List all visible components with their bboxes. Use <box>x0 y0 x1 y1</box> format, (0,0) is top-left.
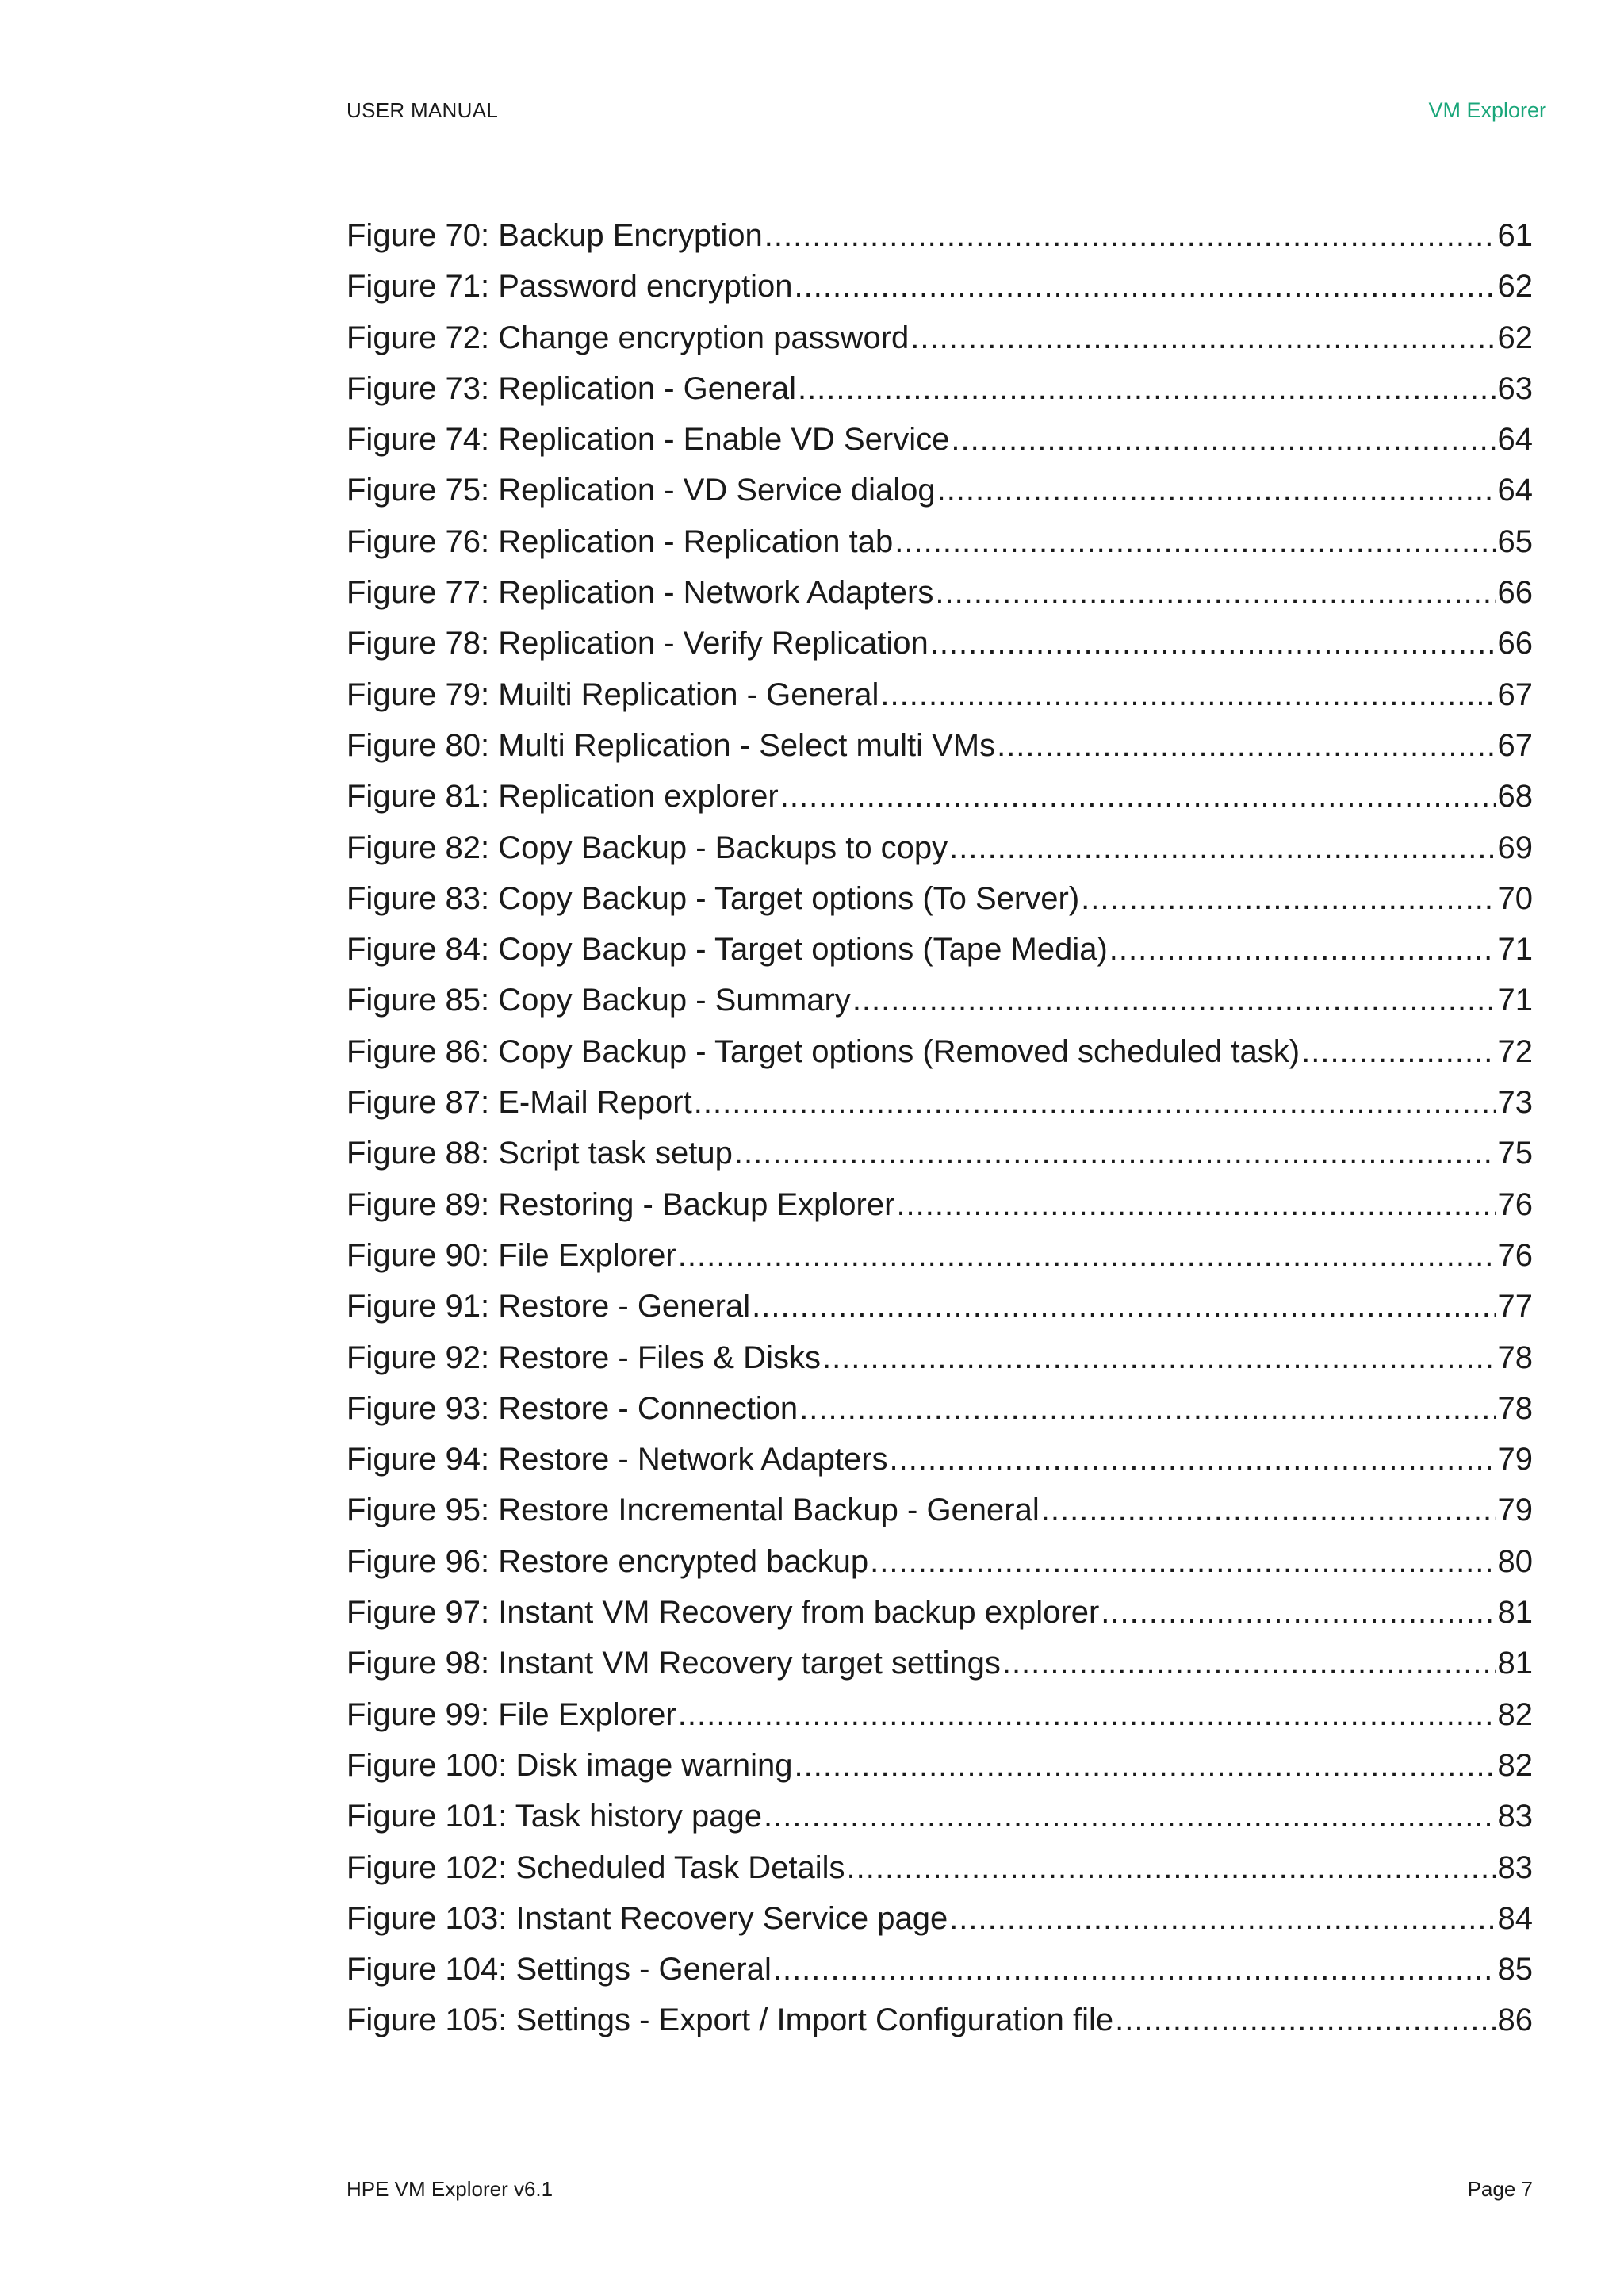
toc-entry[interactable] <box>347 1179 1533 1230</box>
toc-entry[interactable] <box>347 975 1533 1025</box>
toc-entry[interactable] <box>347 1434 1533 1485</box>
toc-entry-title: Figure 82: Copy Backup - Backups to copy <box>347 830 948 865</box>
toc-entry[interactable] <box>347 924 1533 975</box>
toc-entry[interactable] <box>347 363 1533 414</box>
toc-entry[interactable] <box>347 312 1533 363</box>
toc-dot-leader <box>880 669 1496 720</box>
toc-entry-page-number: 73 <box>1497 1085 1533 1121</box>
toc-entry-title: Figure 87: E-Mail Report <box>347 1085 692 1121</box>
toc-entry-page-number: 69 <box>1497 830 1533 865</box>
toc-dot-leader <box>798 363 1496 414</box>
toc-entry[interactable] <box>347 465 1533 516</box>
toc-entry-page-number: 65 <box>1497 523 1533 559</box>
toc-entry-title: Figure 104: Settings - General <box>347 1952 772 1987</box>
toc-entry-title: Figure 100: Disk image warning <box>347 1747 793 1783</box>
toc-entry[interactable] <box>347 720 1533 771</box>
toc-entry-title: Figure 70: Backup Encryption <box>347 218 763 253</box>
toc-entry-page-number: 78 <box>1497 1340 1533 1375</box>
footer-page-number: Page 7 <box>1467 2177 1533 2201</box>
toc-entry-page-number: 76 <box>1497 1186 1533 1222</box>
toc-entry-title: Figure 93: Restore - Connection <box>347 1390 799 1426</box>
toc-entry[interactable] <box>347 1332 1533 1383</box>
toc-entry-page-number: 67 <box>1497 677 1533 712</box>
toc-dot-leader <box>894 516 1496 567</box>
toc-entry-page-number: 84 <box>1497 1900 1533 1936</box>
toc-entry[interactable] <box>347 1740 1533 1791</box>
toc-entry-page-number: 62 <box>1497 269 1533 305</box>
toc-entry-title: Figure 98: Instant VM Recovery target settings <box>347 1646 1001 1681</box>
toc-entry-title: Figure 101: Task history page <box>347 1799 763 1834</box>
toc-entry[interactable] <box>347 1842 1533 1893</box>
toc-entry[interactable] <box>347 261 1533 312</box>
toc-entry-title: Figure 92: Restore - Files & Disks <box>347 1340 821 1375</box>
toc-entry-title: Figure 85: Copy Backup - Summary <box>347 983 851 1018</box>
toc-dot-leader <box>935 567 1496 618</box>
toc-entry-title: Figure 86: Copy Backup - Target options (Removed scheduled task) <box>347 1033 1300 1069</box>
toc-entry-page-number: 83 <box>1497 1849 1533 1885</box>
toc-entry[interactable] <box>347 1587 1533 1638</box>
toc-dot-leader <box>1002 1638 1496 1688</box>
toc-dot-leader <box>951 414 1496 465</box>
toc-entry-title: Figure 88: Script task setup <box>347 1136 733 1171</box>
toc-dot-leader <box>734 1128 1496 1179</box>
toc-entry-page-number: 81 <box>1497 1646 1533 1681</box>
toc-dot-leader <box>764 1791 1496 1842</box>
toc-entry-page-number: 79 <box>1497 1493 1533 1528</box>
toc-entry[interactable] <box>347 1893 1533 1944</box>
toc-entry-page-number: 66 <box>1497 575 1533 611</box>
toc-entry-title: Figure 77: Replication - Network Adapters <box>347 575 934 611</box>
toc-entry-title: Figure 75: Replication - VD Service dialog <box>347 473 936 508</box>
toc-entry-page-number: 71 <box>1497 983 1533 1018</box>
toc-entry-title: Figure 71: Password encryption <box>347 269 793 305</box>
toc-entry-title: Figure 89: Restoring - Backup Explorer <box>347 1186 895 1222</box>
toc-entry[interactable] <box>347 1638 1533 1688</box>
toc-dot-leader <box>852 975 1496 1025</box>
toc-entry-page-number: 63 <box>1497 370 1533 406</box>
header-manual-label: USER MANUAL <box>347 98 499 122</box>
toc-entry[interactable] <box>347 414 1533 465</box>
toc-entry[interactable] <box>347 1485 1533 1535</box>
toc-dot-leader <box>1109 924 1496 975</box>
toc-entry-title: Figure 95: Restore Incremental Backup - General <box>347 1493 1040 1528</box>
toc-entry-title: Figure 96: Restore encrypted backup <box>347 1543 869 1579</box>
toc-dot-leader <box>752 1281 1496 1332</box>
toc-dot-leader <box>937 465 1496 516</box>
toc-entry-title: Figure 105: Settings - Export / Import Configuration file <box>347 2003 1114 2038</box>
toc-dot-leader <box>764 210 1496 261</box>
toc-dot-leader <box>1041 1485 1496 1535</box>
page-header <box>347 98 1546 130</box>
toc-entry-title: Figure 74: Replication - Enable VD Service <box>347 422 950 458</box>
toc-entry[interactable] <box>347 771 1533 822</box>
toc-entry[interactable] <box>347 1536 1533 1587</box>
toc-entry[interactable] <box>347 1944 1533 1995</box>
toc-entry[interactable] <box>347 1230 1533 1281</box>
toc-dot-leader <box>890 1434 1496 1485</box>
header-product-name: VM Explorer <box>1428 98 1546 122</box>
toc-dot-leader <box>773 1944 1496 1995</box>
toc-entry-page-number: 68 <box>1497 779 1533 815</box>
toc-entry[interactable] <box>347 210 1533 261</box>
toc-entry-page-number: 71 <box>1497 932 1533 968</box>
table-of-figures <box>347 210 1533 2046</box>
toc-entry-page-number: 66 <box>1497 626 1533 661</box>
toc-entry-title: Figure 81: Replication explorer <box>347 779 779 815</box>
toc-dot-leader <box>896 1179 1496 1230</box>
toc-entry-title: Figure 76: Replication - Replication tab <box>347 523 894 559</box>
toc-entry[interactable] <box>347 1995 1533 2045</box>
toc-dot-leader <box>1301 1026 1496 1077</box>
toc-entry[interactable] <box>347 618 1533 669</box>
toc-dot-leader <box>780 771 1496 822</box>
toc-entry[interactable] <box>347 1026 1533 1077</box>
toc-entry[interactable] <box>347 1383 1533 1434</box>
toc-entry-title: Figure 78: Replication - Verify Replication <box>347 626 929 661</box>
toc-entry-page-number: 64 <box>1497 422 1533 458</box>
toc-entry-page-number: 80 <box>1497 1543 1533 1579</box>
toc-entry-page-number: 75 <box>1497 1136 1533 1171</box>
toc-dot-leader <box>795 261 1496 312</box>
toc-entry[interactable] <box>347 1791 1533 1842</box>
footer-product-version: HPE VM Explorer v6.1 <box>347 2177 553 2201</box>
toc-entry-title: Figure 80: Multi Replication - Select multi VMs <box>347 727 996 763</box>
toc-entry-page-number: 70 <box>1497 880 1533 916</box>
toc-dot-leader <box>694 1077 1496 1128</box>
toc-entry[interactable] <box>347 1077 1533 1128</box>
toc-entry-page-number: 77 <box>1497 1289 1533 1324</box>
toc-dot-leader <box>678 1689 1496 1740</box>
toc-entry-title: Figure 83: Copy Backup - Target options (To Server) <box>347 880 1080 916</box>
toc-entry[interactable] <box>347 873 1533 924</box>
toc-entry-title: Figure 72: Change encryption password <box>347 320 910 355</box>
toc-dot-leader <box>930 618 1496 669</box>
toc-dot-leader <box>799 1383 1496 1434</box>
toc-entry[interactable] <box>347 1689 1533 1740</box>
toc-entry[interactable] <box>347 669 1533 720</box>
toc-dot-leader <box>678 1230 1496 1281</box>
toc-dot-leader <box>1101 1587 1496 1638</box>
toc-dot-leader <box>822 1332 1496 1383</box>
toc-entry-title: Figure 91: Restore - General <box>347 1289 751 1324</box>
toc-entry-page-number: 72 <box>1497 1033 1533 1069</box>
toc-entry-page-number: 83 <box>1497 1799 1533 1834</box>
toc-entry-title: Figure 94: Restore - Network Adapters <box>347 1442 888 1478</box>
toc-entry-page-number: 78 <box>1497 1390 1533 1426</box>
toc-entry-page-number: 81 <box>1497 1595 1533 1631</box>
toc-entry-title: Figure 73: Replication - General <box>347 370 796 406</box>
toc-entry-page-number: 82 <box>1497 1696 1533 1732</box>
toc-dot-leader <box>794 1740 1496 1791</box>
toc-dot-leader <box>949 1893 1496 1944</box>
toc-entry-title: Figure 84: Copy Backup - Target options (Tape Media) <box>347 932 1108 968</box>
toc-entry-page-number: 61 <box>1497 218 1533 253</box>
toc-dot-leader <box>910 312 1496 363</box>
toc-entry-title: Figure 102: Scheduled Task Details <box>347 1849 845 1885</box>
page-footer <box>347 2177 1533 2209</box>
toc-entry-title: Figure 99: File Explorer <box>347 1696 676 1732</box>
toc-entry-page-number: 82 <box>1497 1747 1533 1783</box>
toc-dot-leader <box>1115 1995 1496 2045</box>
toc-entry-page-number: 85 <box>1497 1952 1533 1987</box>
toc-entry-page-number: 76 <box>1497 1237 1533 1273</box>
toc-entry[interactable] <box>347 822 1533 873</box>
toc-entry-title: Figure 97: Instant VM Recovery from backup explorer <box>347 1595 1100 1631</box>
toc-entry[interactable] <box>347 1128 1533 1179</box>
toc-entry-title: Figure 103: Instant Recovery Service page <box>347 1900 948 1936</box>
toc-dot-leader <box>997 720 1496 771</box>
toc-entry-page-number: 79 <box>1497 1442 1533 1478</box>
toc-entry-page-number: 67 <box>1497 727 1533 763</box>
toc-entry-page-number: 62 <box>1497 320 1533 355</box>
toc-entry[interactable] <box>347 516 1533 567</box>
toc-dot-leader <box>870 1536 1496 1587</box>
toc-entry[interactable] <box>347 567 1533 618</box>
toc-entry-title: Figure 79: Muilti Replication - General <box>347 677 879 712</box>
toc-entry[interactable] <box>347 1281 1533 1332</box>
toc-dot-leader <box>1081 873 1496 924</box>
toc-entry-page-number: 64 <box>1497 473 1533 508</box>
toc-dot-leader <box>847 1842 1496 1893</box>
toc-entry-page-number: 86 <box>1497 2003 1533 2038</box>
toc-entry-title: Figure 90: File Explorer <box>347 1237 676 1273</box>
toc-dot-leader <box>949 822 1496 873</box>
